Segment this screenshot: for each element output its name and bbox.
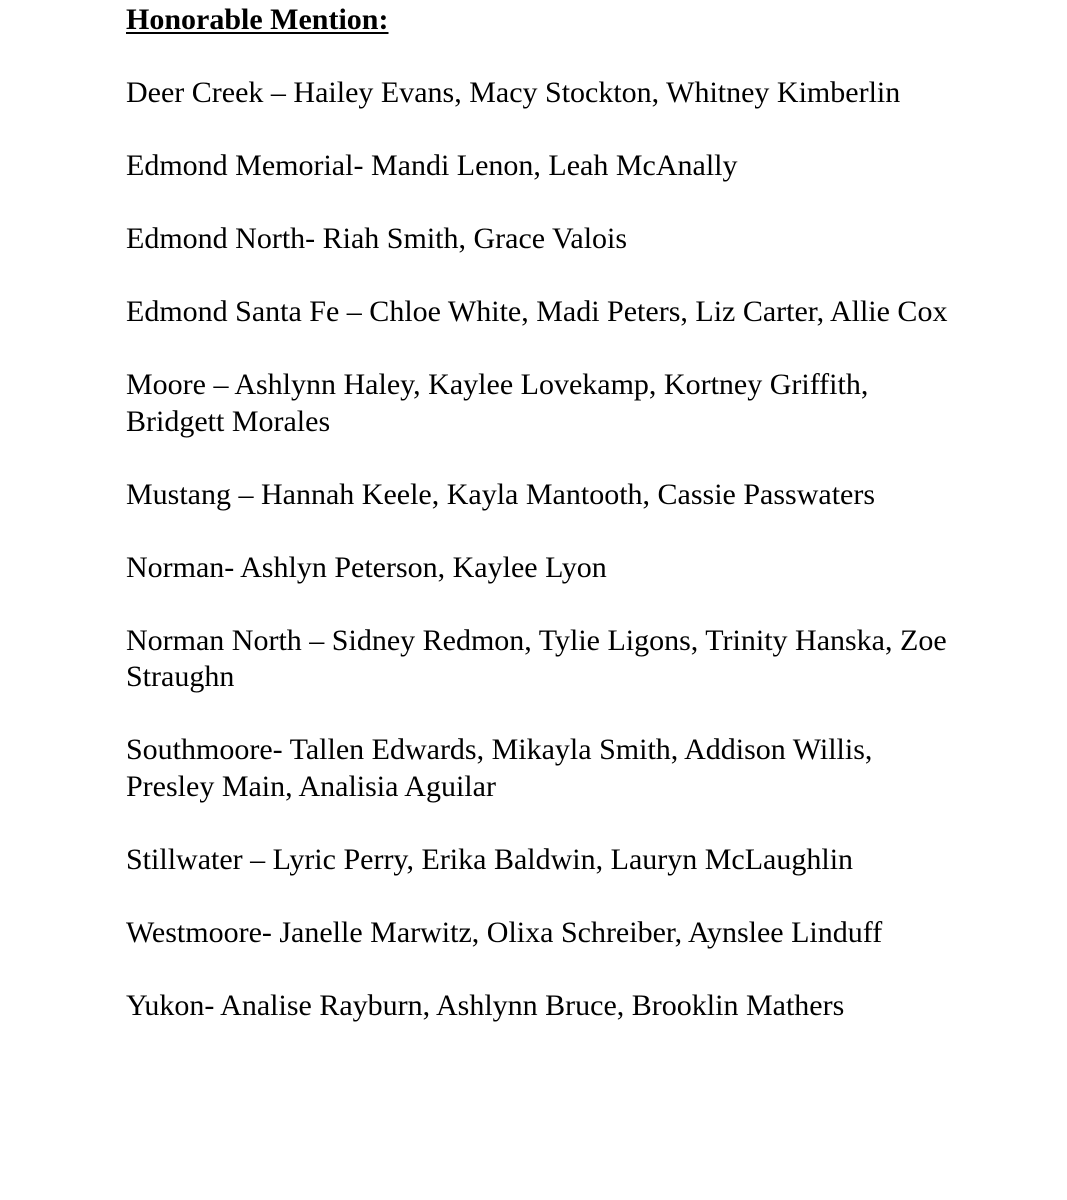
list-item-moore: Moore – Ashlynn Haley, Kaylee Lovekamp, Kortney Griffith, Bridgett Morales <box>126 368 869 438</box>
list-item-westmoore: Westmoore- Janelle Marwitz, Olixa Schreiber, Aynslee Linduff <box>126 915 883 949</box>
list-item-southmoore: Southmoore- Tallen Edwards, Mikayla Smith, Addison Willis, Presley Main, Analisia Aguilar <box>126 733 873 803</box>
list-item-edmond-memorial: Edmond Memorial- Mandi Lenon, Leah McAnally <box>126 149 738 182</box>
list-item-deer-creek: Deer Creek – Hailey Evans, Macy Stockton, Whitney Kimberlin <box>126 76 901 109</box>
list-item-mustang: Mustang – Hannah Keele, Kayla Mantooth, Cassie Passwaters <box>126 477 876 511</box>
honorable-mention-list <box>126 75 956 1061</box>
list-item-edmond-santa-fe: Edmond Santa Fe – Chloe White, Madi Peters, Liz Carter, Allie Cox <box>126 295 948 328</box>
honorable-mention-heading: Honorable Mention: <box>126 3 389 36</box>
list-item-norman: Norman- Ashlyn Peterson, Kaylee Lyon <box>126 550 607 584</box>
list-item-norman-north: Norman North – Sidney Redmon, Tylie Ligons, Trinity Hanska, Zoe Straughn <box>126 623 947 693</box>
list-item-yukon: Yukon- Analise Rayburn, Ashlynn Bruce, Brooklin Mathers <box>126 988 845 1022</box>
list-item-edmond-north: Edmond North- Riah Smith, Grace Valois <box>126 222 628 255</box>
list-item-stillwater: Stillwater – Lyric Perry, Erika Baldwin, Lauryn McLaughlin <box>126 842 854 876</box>
